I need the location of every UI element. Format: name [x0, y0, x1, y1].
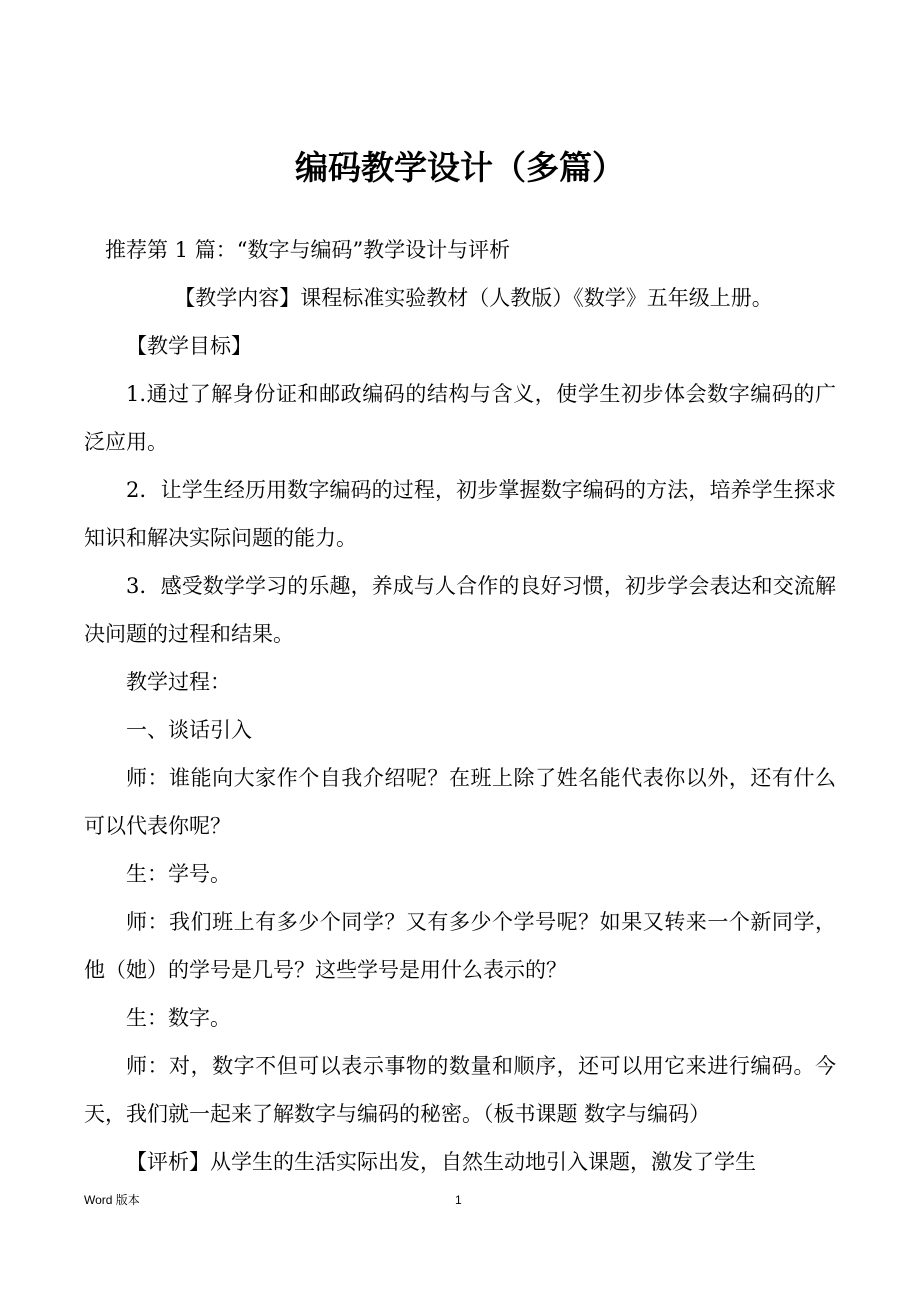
paragraph-dialogue: 师：对，数字不但可以表示事物的数量和顺序，还可以用它来进行编码。今天，我们就一起来了解数字与编码的秘密。（板书课题 数字与编码）	[84, 1054, 836, 1126]
document-title: 编码教学设计（多篇）	[295, 148, 625, 187]
paragraph-goal-3: 3．感受数学学习的乐趣，养成与人合作的良好习惯，初步学会表达和交流解决问题的过程和结果。	[84, 574, 836, 646]
page-number: 1	[455, 1193, 462, 1207]
document-body	[84, 226, 836, 1186]
paragraph-subtitle: 推荐第 1 篇：“数字与编码”教学设计与评析	[105, 238, 511, 262]
paragraph-dialogue: 师：我们班上有多少个同学？又有多少个学号呢？如果又转来一个新同学，他（她）的学号是几号？这些学号是用什么表示的？	[84, 910, 836, 982]
paragraph-section-1-heading: 一、谈话引入	[126, 718, 252, 742]
paragraph-commentary: 【评析】从学生的生活实际出发，自然生动地引入课题，激发了学生	[126, 1150, 756, 1174]
paragraph-dialogue: 生：学号。	[126, 862, 231, 886]
paragraph-dialogue: 生：数字。	[126, 1006, 231, 1030]
paragraph-teaching-content: 【教学内容】课程标准实验教材（人教版）《数学》五年级上册。	[174, 286, 773, 310]
footer-label: Word 版本	[84, 1193, 140, 1207]
paragraph-goal-2: 2．让学生经历用数字编码的过程，初步掌握数字编码的方法，培养学生探求知识和解决实际问题的能力。	[84, 478, 836, 550]
paragraph-goal-1: 1.通过了解身份证和邮政编码的结构与含义，使学生初步体会数字编码的广泛应用。	[84, 382, 836, 454]
paragraph-teaching-goals-heading: 【教学目标】	[126, 334, 252, 358]
paragraph-dialogue: 师：谁能向大家作个自我介绍呢？在班上除了姓名能代表你以外，还有什么可以代表你呢？	[84, 766, 836, 838]
paragraph-process-heading: 教学过程：	[126, 670, 231, 694]
